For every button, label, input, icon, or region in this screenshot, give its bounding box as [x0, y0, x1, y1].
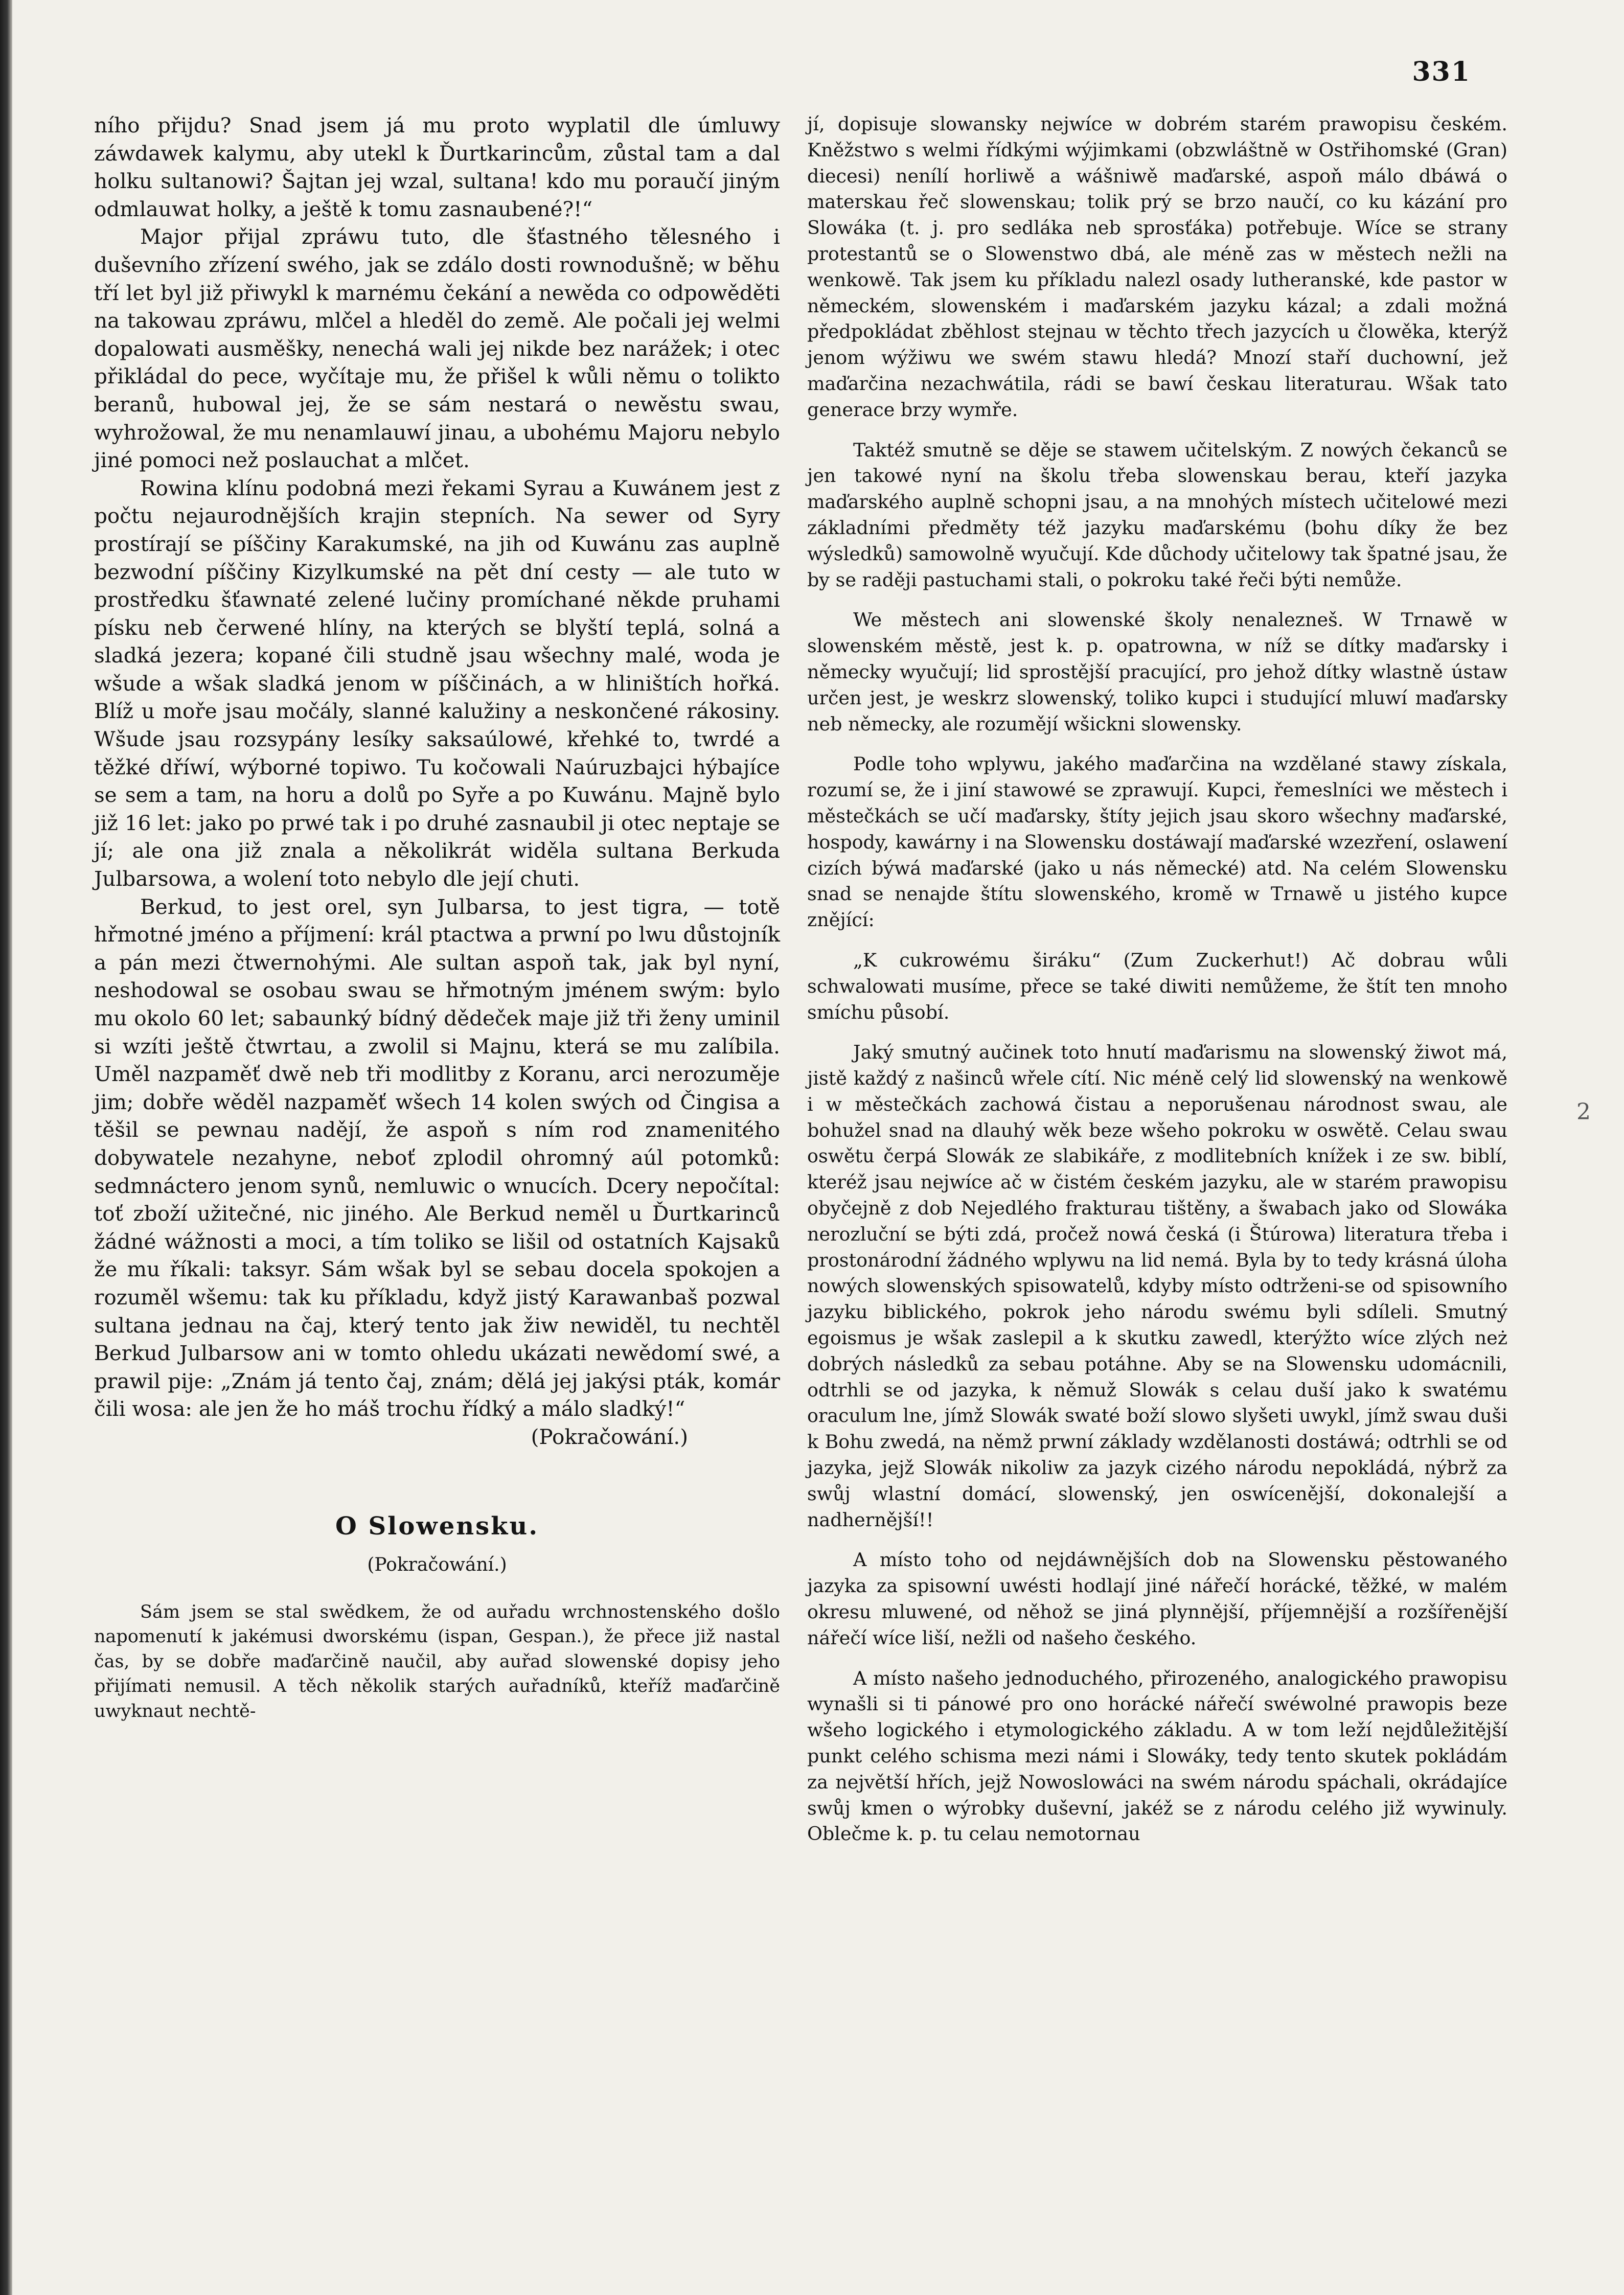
paragraph: Sám jsem se stal swědkem, že od auřadu wrchnostenského došlo napomenutí k jakémusi dworskému (ispan, Gespan.), že přece již nastal čas, by se dobře maďarčině naučil, aby auřad slowenské dopisy jeho přijímati nemusil. A těch několik starých auřadníků, kteříž maďarčině uwyknaut nechtě-: [94, 1601, 780, 1722]
left-column: [94, 111, 780, 1724]
right-column: [807, 111, 1507, 1847]
paragraph: Rowina klínu podobná mezi řekami Syrau a Kuwánem jest z počtu nejaurodnějších krajin stepních. Na sewer od Syry prostírají se píščiny Karakumské, na jih od Kuwánu zas auplně bezwodní píščiny Kizylkumské na pět dní cesty — ale tuto w prostředku šťawnaté zelené lučiny promíchané někde pruhami písku neb čerwené hlíny, na kterých se blyští teplá, solná a sladká jezera; kopané čili studně jsau wšechny malé, woda je wšude a wšak sladká jenom w píščinách, a w hliništích hořká. Blíž u moře jsau močály, slanné kalužiny a neskončené rákosiny. Wšude jsau rozsypány lesíky saksaúlowé, křehké to, twrdé a těžké dříwí, wýborné topiwo. Tu kočowali Naúruzbajci hýbajíce se sem a tam, na horu a dolů po Syře a po Kuwánu. Majně bylo již 16 let: jako po prwé tak i po druhé zasnaubil ji otec neptaje se jí; ale ona již znala a několikrát widěla sultana Berkuda Julbarsowa, a wolení toto nebylo dle její chuti.: [94, 475, 780, 891]
paragraph: A místo toho od nejdáwnějších dob na Slowensku pěstowaného jazyka za spisowní uwésti hodlají jiné nářečí horácké, těžké, w malém okresu mluwené, od něhož se jiná plynnější, příjemnější a rozšířenější nářečí wíce liší, nežli od našeho českého.: [807, 1549, 1507, 1649]
article-title: O Slowensku.: [335, 1511, 539, 1541]
page-number: 331: [1412, 56, 1471, 87]
article-subtitle: (Pokračowání.): [367, 1554, 507, 1576]
paragraph: Berkud, to jest orel, syn Julbarsa, to jest tigra, — totě hřmotné jméno a příjmení: král ptactwa a prwní po lwu důstojník a pán mezi čtwernohými. Ale sultan aspoň tak, jak byl nyní, neshodowal se osobau swau se hřmotným jménem swým: bylo mu okolo 60 let; sabaunký bídný dědeček maje již tři ženy uminil si wzíti ještě čtwrtau, a zwolil si Majnu, která se mu zalíbila. Uměl nazpaměť dwě neb tři modlitby z Koranu, arci nerozuměje jim; dobře wěděl nazpaměť wšech 14 kolen swých od Čingisa a těšil se pewnau nadějí, že aspoň s ním rod znamenitého dobywatele nezahyne, neboť zplodil ohromný aúl potomků: sedmnáctero jenom synů, nemluwic o wnucích. Dcery nepočítal: toť zboží užitečné, nic jiného. Ale Berkud neměl u Ďurtkarinců žádné wážnosti a moci, a tím toliko se lišil od ostatních Kajsaků že mu říkali: taksyr. Sám wšak byl se sebau docela spokojen a rozuměl wšemu: tak ku příkladu, když jistý Karawanbaš pozwal sultana jednau na čaj, který tento jak žiw newiděl, tu nechtěl Berkud Julbarsow ani w tomto ohledu ukázati newědomí swé, a prawil pije: „Znám já tento čaj, znám; dělá jej jakýsi pták, komár čili wosa: ale jen že ho máš trochu řídký a málo sladký!“: [94, 894, 780, 1421]
page: [12, 0, 1624, 2295]
margin-mark: 2: [1576, 1099, 1591, 1125]
paragraph: A místo našeho jednoduchého, přirozeného, analogického prawopisu wynašli si ti pánowé pro ono horácké nářečí swéwolné prawopis beze wšeho logického i etymologického základu. A w tom leží nejdůležitější punkt celého schisma mezi námi i Slowáky, tedy tento skutek pokládám za největší hřích, jejž Nowoslowáci na swém národu spáchali, okrádajíce swůj kmen o wýrobky duševní, jakéž se z národu celého již wywinuly. Oblečme k. p. tu celau nemotornau: [807, 1667, 1507, 1845]
paragraph: jí, dopisuje slowansky nejwíce w dobrém starém prawopisu českém. Kněžstwo s welmi řídkými wýjimkami (obzwláštně w Ostřihomské (Gran) diecesi) nenílí horliwě a wášniwě maďarské, aspoň málo dbáwá o materskau řeč slowenskau; tolik prý se brzo naučí, co ku kázání pro Slowáka (t. j. pro sedláka neb sprosťáka) potřebuje. Wíce se strany protestantů se o Slowenstwo dbá, ale méně zas w městech nežli na wenkowě. Tak jsem ku příkladu nalezl osady lutheranské, kde pastor w německém, slowenském i maďarském jazyku kázal; a zdali možná předpokládat zběhlost stejnau w těchto třech jazycích u člowěka, kterýž jenom wýžiwu we swém stawu hledá? Mnozí staří duchowní, jež maďarčina nezachwátila, rádi se bawí českau literaturau. Wšak tato generace brzy wymře.: [807, 113, 1507, 421]
continuation-note: (Pokračowání.): [531, 1424, 688, 1449]
paragraph: „K cukrowému širáku“ (Zum Zuckerhut!) Ač dobrau wůli schwalowati musíme, přece se také diwiti nemůžeme, že štít ten mnoho smíchu působí.: [807, 949, 1507, 1023]
paragraph: Major přijal zpráwu tuto, dle šťastného tělesného i duševního zřízení swého, jak se zdálo dosti rownodušně; w běhu tří let byl již přiwykl k marnému čekání a newěda co odpowěděti na takowau zpráwu, mlčel a hleděl do země. Ale počali jej welmi dopalowati ausměšky, nenechá wali jej nikde bez narážek; i otec přikládal do pece, wyčítaje mu, že přišel k wůli němu o tolikto beranů, hubowal jej, že se sám nestará o newěstu swau, wyhrožowal, že mu nenamlauwí jinau, a ubohému Majoru nebylo jiné pomoci než poslauchat a mlčet.: [94, 224, 780, 473]
paragraph: Podle toho wplywu, jakého maďarčina na wzdělané stawy získala, rozumí se, že i jiní stawowé se zprawují. Kupci, řemeslníci we městech i městečkách se učí maďarsky, štíty jejich jsau skoro wšechny maďarské, hospody, kawárny i na Slowensku dostáwají maďarské wzezření, oslawení cizích býwá maďarské (jako u nás německé) atd. Na celém Slowensku snad se nenajde štítu slowenského, kromě w Trnawě u jistého kupce znějící:: [807, 753, 1507, 931]
paragraph: ního přijdu? Snad jsem já mu proto wyplatil dle úmluwy záwdawek kalymu, aby utekl k Ďurtkarincům, zůstal tam a dal holku sultanowi? Šajtan jej wzal, sultana! kdo mu poraučí jiným odmlauwat holky, a ještě k tomu zasnaubené?!“: [94, 113, 780, 221]
paragraph: Jaký smutný aučinek toto hnutí maďarismu na slowenský žiwot má, jistě každý z našinců wřele cítí. Nic méně celý lid slowenský na wenkowě i w městečkách zachowá čistau a neporušenau národnost swau, ale bohužel snad na dlauhý wěk beze wšeho pokroku w oswětě. Celau swau oswětu čerpá Slowák ze slabikáře, z modlitebních knížek i ze sw. biblí, kteréž jsau nejwíce ač w čistém českém jazyku, ale w starém prawopisu obyčejně z dob Nejedlého frakturau tištěny, a šwabach jako od Slowáka nerozluční se býti zdá, pročež nowá česká (i Štúrowa) literatura třeba i prostonárodní žádného wplywu na lid nemá. Byla by to tedy krásná úloha nowých slowenských spisowatelů, kdyby místo odtrženi-se od spisowního jazyku biblického, pokrok jeho národu swému byli sdíleli. Smutný egoismus je wšak zaslepil a k skutku zawedl, kterýžto wíce zlých neż dobrých následků za sebau potáhne. Aby se na Slowensku udomácnili, odtrhli se od jazyka, k němuž Slowák s celau duší jako k swatému oraculum lne, jímž Slowák swaté boží slowo slyšeti uwykl, jímž swau duši k Bohu zwedá, na němž prwní základy wzdělanosti dostáwá; odtrhli se od jazyka, jejž Slowák nikoliw za jazyk cizého národu nepokládá, nýbrž za swůj wlastní domácí, slowenský, jen oswícenější, dokonalejší a nadhernější!!: [807, 1041, 1507, 1531]
scan-edge: [0, 0, 12, 2295]
paragraph: We městech ani slowenské školy nenalezneš. W Trnawě w slowenském městě, jest k. p. opatrowna, w níž se dítky maďarsky i německy wyučují; lid sprostější pracující, pro jehož dítky wlastně ústaw určen jest, je weskrz slowenský, toliko kupci i studující mluwí maďarsky neb německy, ale rozumějí wšickni slowensky.: [807, 609, 1507, 735]
paragraph: Taktéž smutně se děje se stawem učitelským. Z nowých čekanců se jen takowé nyní na školu třeba slowenskau berau, kteří jazyka maďarského auplně schopni jsau, a na mnohých místech učitelowé mezi základními předměty též jazyku maďarskému (bohu díky že bez wýsledků) samowolně wyučují. Kde důchody učitelowy tak špatné jsau, že by se raději pastuchami stali, o pokroku také řeči býti nemůže.: [807, 439, 1507, 591]
